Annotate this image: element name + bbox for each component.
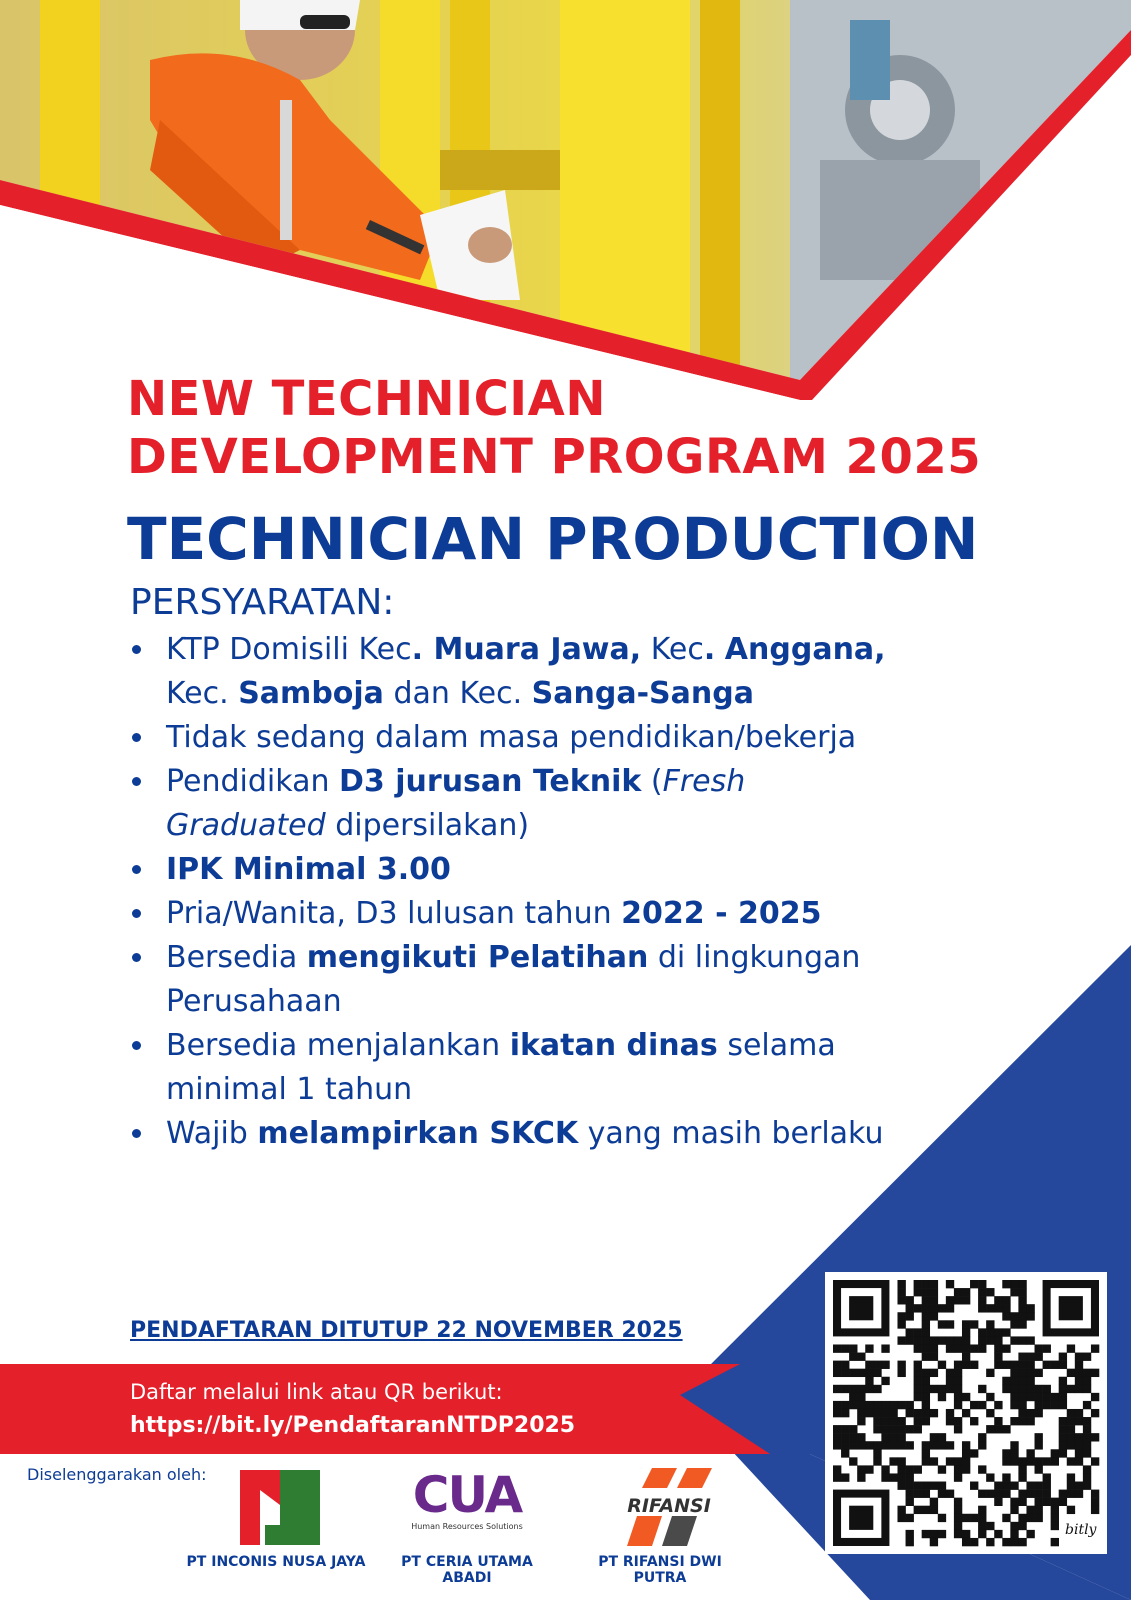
requirement-text: yang masih berlaku: [578, 1116, 884, 1151]
requirement-item: [130, 1024, 890, 1112]
requirement-text: Sanga-Sanga: [531, 676, 754, 711]
requirement-item: [130, 848, 890, 892]
requirement-text: [715, 632, 725, 667]
position-title: TECHNICIAN PRODUCTION: [127, 505, 979, 573]
requirement-text: Pria/Wanita, D3 lulusan tahun: [166, 896, 622, 931]
requirement-text: melampirkan SKCK: [257, 1116, 579, 1151]
requirement-text: KTP Domisili Kec: [166, 632, 412, 667]
cua-logo: [402, 1468, 532, 1548]
requirement-text: Bersedia: [166, 940, 307, 975]
requirement-text: dipersilakan): [325, 808, 530, 843]
requirement-text: Pendidikan: [166, 764, 340, 799]
requirement-item: [130, 716, 890, 760]
requirement-item: [130, 936, 890, 1024]
organizer-name-1: PT INCONIS NUSA JAYA: [186, 1554, 366, 1570]
qr-code-container[interactable]: [825, 1272, 1107, 1554]
requirement-text: Samboja: [238, 676, 384, 711]
qr-finder-pattern: [849, 1506, 873, 1530]
requirement-text: . Muara Jawa,: [411, 632, 642, 667]
registration-instruction: Daftar melalui link atau QR berikut:: [130, 1380, 503, 1404]
requirement-item: [130, 760, 890, 848]
requirement-item: [130, 892, 890, 936]
program-title: [127, 370, 981, 486]
organizer-label: Diselenggarakan oleh:: [27, 1465, 207, 1484]
registration-deadline: PENDAFTARAN DITUTUP 22 NOVEMBER 2025: [130, 1318, 683, 1343]
requirement-text: IPK Minimal 3.00: [166, 852, 451, 887]
program-title-line2: DEVELOPMENT PROGRAM 2025: [127, 429, 982, 485]
rifansi-logo-text: RIFANSI: [627, 1495, 711, 1517]
requirement-item: [130, 628, 890, 716]
program-title-line1: NEW TECHNICIAN: [127, 371, 606, 427]
requirement-text: selama minimal 1 tahun: [166, 1028, 836, 1107]
requirement-text: .: [703, 632, 716, 667]
requirement-text: Wajib: [166, 1116, 258, 1151]
organizer-name-2: PT CERIA UTAMA ABADI: [401, 1554, 533, 1586]
band-triangle-overlay: [680, 1364, 840, 1454]
requirements-heading: PERSYARATAN:: [130, 582, 395, 623]
registration-link[interactable]: https://bit.ly/PendaftaranNTDP2025: [130, 1413, 576, 1438]
requirement-text: ikatan dinas: [509, 1028, 718, 1063]
requirement-text: (: [641, 764, 663, 799]
qr-finder-pattern: [849, 1296, 873, 1320]
requirement-text: Tidak sedang dalam masa pendidikan/bekerja: [166, 720, 857, 755]
requirement-text: Bersedia menjalankan: [166, 1028, 510, 1063]
requirements-list: [130, 628, 890, 1156]
requirement-text: Kec: [641, 632, 704, 667]
cua-logo-subtext: Human Resources Solutions: [411, 1522, 523, 1531]
bitly-caption: bitly: [1065, 1522, 1097, 1538]
requirement-text: D3 jurusan Teknik: [339, 764, 642, 799]
inconis-logo: [240, 1470, 330, 1545]
requirement-text: dan Kec.: [383, 676, 532, 711]
requirement-text: Fresh Graduated: [166, 764, 746, 843]
requirement-text: Anggana,: [724, 632, 886, 667]
requirement-text: Kec.: [166, 676, 239, 711]
qr-code-icon[interactable]: [825, 1272, 1107, 1554]
cua-logo-text: CUA: [412, 1466, 522, 1524]
requirement-text: mengikuti Pelatihan: [306, 940, 649, 975]
organizer-name-3: PT RIFANSI DWI PUTRA: [598, 1554, 722, 1586]
qr-finder-pattern: [1059, 1296, 1083, 1320]
requirement-item: [130, 1112, 890, 1156]
requirement-text: di lingkungan Perusahaan: [166, 940, 861, 1019]
requirement-text: 2022 - 2025: [621, 896, 822, 931]
